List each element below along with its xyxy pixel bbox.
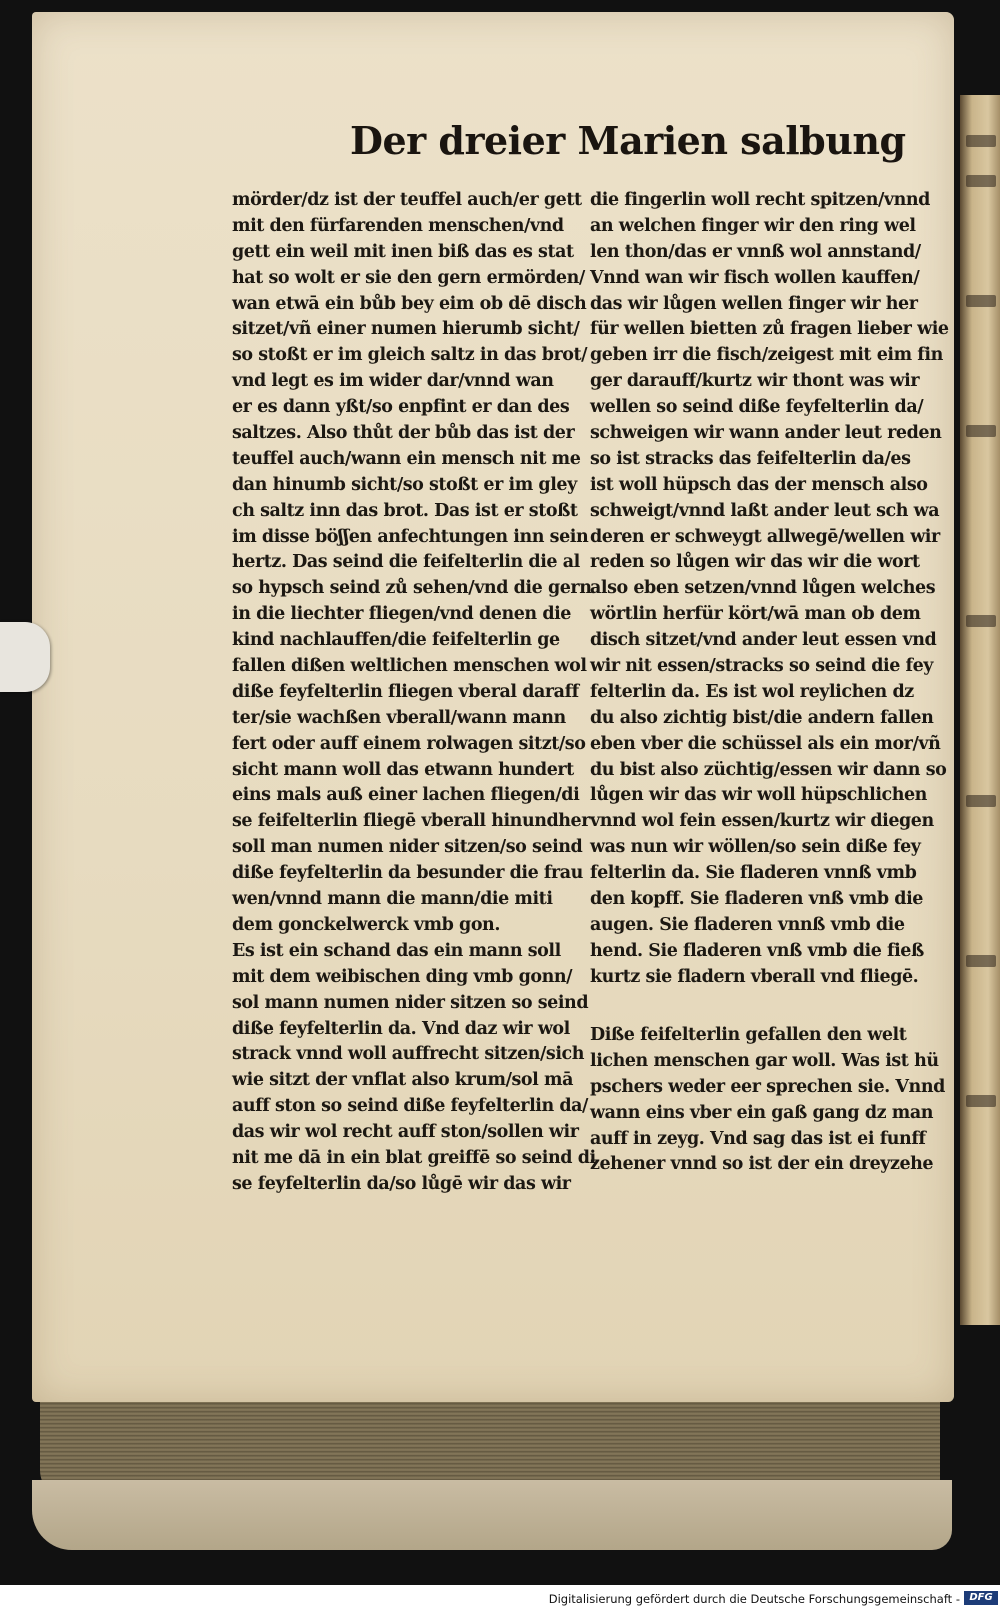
text-line: gett ein weil mit inen biß das es stat	[232, 241, 574, 262]
text-line: was nun wir wöllen/so sein diße fey	[590, 837, 921, 858]
text-line: felterlin da. Es ist wol reylichen dz	[590, 681, 914, 702]
text-line: augen. Sie fladeren vnnß vmb die	[590, 914, 905, 935]
text-line: du also zichtig bist/die andern fallen	[590, 707, 934, 728]
text-line: ist woll hüpsch das der mensch also	[590, 474, 928, 495]
text-line: felterlin da. Sie fladeren vnnß vmb	[590, 863, 917, 884]
text-line: eins mals auß einer lachen fliegen/di	[232, 785, 580, 806]
text-line: im disse böʃʃen anfechtungen inn sein	[232, 526, 589, 547]
text-line: an welchen finger wir den ring wel	[590, 215, 916, 236]
footer-credit: Digitalisierung gefördert durch die Deutsche Forschungsgemeinschaft -	[548, 1592, 960, 1606]
text-line: lichen menschen gar woll. Was ist hü	[590, 1050, 939, 1071]
text-line: diße feyfelterlin fliegen vberal daraff	[232, 681, 579, 702]
text-line: mit dem weibischen ding vmb gonn/	[232, 966, 573, 987]
text-line: sicht mann woll das etwann hundert	[232, 759, 574, 780]
text-line: du bist also züchtig/essen wir dann so	[590, 759, 947, 780]
text-line: den kopff. Sie fladeren vnß vmb die	[590, 889, 923, 910]
text-line: zehener vnnd so ist der ein dreyzehe	[590, 1154, 934, 1175]
text-line: er es dann yßt/so enpfint er dan des	[232, 397, 570, 418]
right-text-column-bottom	[590, 1023, 945, 1178]
text-line: in die liechter fliegen/vnd denen die	[232, 604, 571, 625]
text-line: die fingerlin woll recht spitzen/vnnd	[590, 190, 930, 210]
text-line: reden so lůgen wir das wir die wort	[590, 552, 920, 573]
text-line: schweigt/vnnd laßt ander leut sch wa	[590, 500, 940, 521]
text-line: kurtz sie fladern vberall vnd fliegē.	[590, 966, 919, 987]
text-line: vnd legt es im wider dar/vnnd wan	[232, 371, 554, 392]
text-line: wir nit essen/stracks so seind die fey	[590, 656, 934, 677]
text-line: strack vnnd woll auffrecht sitzen/sich	[232, 1044, 585, 1065]
text-line: schweigen wir wann ander leut reden	[590, 423, 942, 444]
text-line: also eben setzen/vnnd lůgen welches	[590, 578, 936, 599]
text-line: disch sitzet/vnd ander leut essen vnd	[590, 630, 937, 651]
text-line: wörtlin herfür kört/wā man ob dem	[590, 604, 921, 625]
text-line: ger darauff/kurtz wir thont was wir	[590, 371, 920, 392]
text-line: mörder/dz ist der teuffel auch/er gett	[232, 190, 582, 210]
text-line: sol mann numen nider sitzen so seind	[232, 992, 589, 1013]
text-line: se feifelterlin fliegē vberall hinundher	[232, 811, 591, 832]
text-line: hertz. Das seind die feifelterlin die al	[232, 552, 580, 573]
text-line: auff in zeyg. Vnd sag das ist ei funff	[590, 1128, 926, 1149]
text-line: nit me dā in ein blat greiffē so seind di	[232, 1147, 596, 1168]
text-line: fallen dißen weltlichen menschen wol	[232, 656, 587, 677]
text-line: dan hinumb sicht/so stoßt er im gley	[232, 474, 577, 495]
text-line: ter/sie wachßen vberall/wann mann	[232, 707, 566, 728]
text-line: deren er schweygt allwegē/wellen wir	[590, 526, 940, 547]
text-line: se feyfelterlin da/so lůgē wir das wir	[232, 1173, 571, 1194]
text-line: Es ist ein schand das ein mann soll	[232, 940, 561, 961]
text-line: fert oder auff einem rolwagen sitzt/so	[232, 733, 586, 754]
text-line: mit den fürfarenden menschen/vnd	[232, 215, 564, 236]
text-line: ch saltz inn das brot. Das ist er stoßt	[232, 500, 578, 521]
book-binding	[32, 1480, 952, 1550]
text-line: wan etwā ein bůb bey eim ob dē disch	[232, 293, 587, 314]
text-line: das wir lůgen wellen finger wir her	[590, 293, 918, 314]
text-line: lůgen wir das wir woll hüpschlichen	[590, 785, 927, 806]
text-line: pschers weder eer sprechen sie. Vnnd	[590, 1076, 945, 1097]
text-line: len thon/das er vnnß wol annstand/	[590, 241, 921, 262]
text-line: wie sitzt der vnflat also krum/sol mā	[232, 1070, 573, 1091]
text-line: so hypsch seind zů sehen/vnd die gern	[232, 578, 592, 599]
text-line: auff ston so seind diße feyfelterlin da/	[232, 1096, 589, 1117]
text-line: wann eins vber ein gaß gang dz man	[590, 1102, 933, 1123]
dfg-logo: DFG	[964, 1591, 998, 1605]
text-line: diße feyfelterlin da besunder die frau	[232, 863, 583, 884]
text-line: so ist stracks das feifelterlin da/es	[590, 448, 911, 469]
right-text-column-top	[590, 188, 949, 991]
text-line: geben irr die fisch/zeigest mit eim fin	[590, 345, 943, 366]
adjacent-page-edge	[960, 95, 1000, 1325]
text-line: für wellen bietten zů fragen lieber wie	[590, 319, 949, 340]
text-line: so stoßt er im gleich saltz in das brot/	[232, 345, 588, 366]
text-line: hend. Sie fladeren vnß vmb die fieß	[590, 940, 924, 961]
left-text-column	[232, 188, 596, 1198]
text-line: Diße feifelterlin gefallen den welt	[590, 1025, 907, 1045]
footer-bar	[0, 1588, 1000, 1609]
text-line: eben vber die schüssel als ein mor/vñ	[590, 733, 941, 754]
text-line: dem gonckelwerck vmb gon.	[232, 914, 500, 935]
book-clasp	[0, 622, 50, 692]
text-line: Vnnd wan wir fisch wollen kauffen/	[590, 267, 920, 288]
text-line: wellen so seind diße feyfelterlin da/	[590, 397, 924, 418]
text-line: soll man numen nider sitzen/so seind	[232, 837, 583, 858]
text-line: diße feyfelterlin da. Vnd daz wir wol	[232, 1018, 570, 1039]
text-line: das wir wol recht auff ston/sollen wir	[232, 1122, 579, 1143]
page-heading: Der dreier Marien salbung	[350, 118, 906, 163]
text-line: wen/vnnd mann die mann/die miti	[232, 889, 553, 910]
text-line: sitzet/vñ einer numen hierumb sicht/	[232, 319, 580, 340]
text-line: teuffel auch/wann ein mensch nit me	[232, 448, 581, 469]
text-line: vnnd wol fein essen/kurtz wir diegen	[590, 811, 934, 832]
text-line: saltzes. Also thůt der bůb das ist der	[232, 423, 575, 444]
text-line: hat so wolt er sie den gern ermörden/	[232, 267, 585, 288]
text-line: kind nachlauffen/die feifelterlin ge	[232, 630, 560, 651]
